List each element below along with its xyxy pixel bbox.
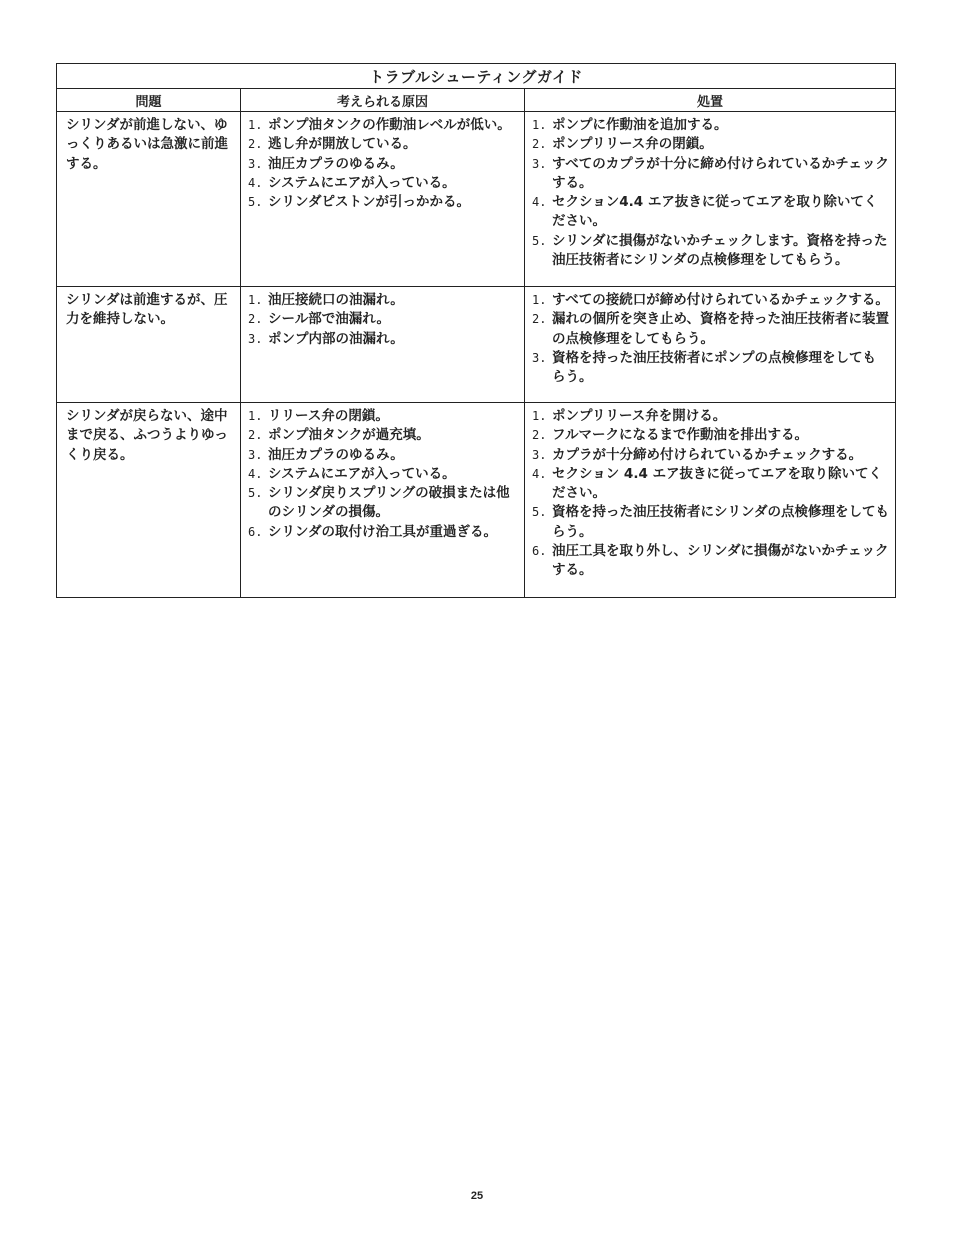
item-text: シール部で油漏れ。 <box>268 311 391 328</box>
item-number: 1. <box>248 293 263 307</box>
item-text: カプラが十分締め付けられているかチェックする。 <box>552 446 863 463</box>
item-number: 1. <box>248 409 263 423</box>
actions-list <box>530 407 889 581</box>
table-row <box>57 403 896 598</box>
list-item <box>246 426 518 445</box>
list-item <box>530 116 889 135</box>
item-number: 1. <box>532 118 547 132</box>
list-item <box>246 446 518 465</box>
item-text: シリンダピストンが引っかかる。 <box>268 194 470 211</box>
list-item <box>246 407 518 426</box>
list-item <box>246 310 518 329</box>
item-number: 6. <box>532 544 547 559</box>
item-number: 6. <box>248 524 263 539</box>
item-text: 油圧接続口の油漏れ。 <box>268 292 404 308</box>
item-number: 3. <box>248 156 263 171</box>
item-number: 2. <box>532 312 547 327</box>
list-item <box>246 193 518 212</box>
list-item <box>530 291 889 310</box>
page-number: 25 <box>470 1190 484 1202</box>
problem-cell: シリンダは前進するが、圧力を維持しない。 <box>57 287 241 403</box>
item-number: 5. <box>532 233 547 248</box>
causes-cell <box>241 112 525 287</box>
item-text: シリンダに損傷がないかチェックします。資格を持った油圧技術者にシリンダの点検修理をしてもらう。 <box>552 232 888 269</box>
item-number: 4. <box>532 195 547 210</box>
column-header-actions: 処置 <box>525 89 896 112</box>
list-item <box>246 116 518 135</box>
table-row <box>57 287 896 403</box>
item-text: 油圧工具を取り外し、シリンダに損傷がないかチェックする。 <box>552 543 889 579</box>
item-number: 4. <box>532 466 547 481</box>
column-header-causes: 考えられる原因 <box>241 89 525 112</box>
actions-cell <box>525 112 896 287</box>
item-text: 漏れの個所を突き止め、資格を持った油圧技術者に装置の点検修理をしてもらう。 <box>552 311 889 347</box>
item-text: 逃し弁が開放している。 <box>268 136 417 153</box>
list-item <box>246 291 518 310</box>
item-number: 2. <box>532 428 547 443</box>
list-item <box>246 523 518 542</box>
item-text: 油圧カプラのゆるみ。 <box>268 446 404 463</box>
item-text: フルマークになるまで作動油を排出する。 <box>552 427 808 444</box>
list-item <box>530 349 889 388</box>
list-item <box>246 135 518 154</box>
item-text: リリース弁の閉鎖。 <box>268 408 389 424</box>
list-item <box>246 330 518 349</box>
item-number: 3. <box>248 447 263 462</box>
item-text: 資格を持った油圧技術者にシリンダの点検修理をしてもらう。 <box>552 504 889 540</box>
item-number: 1. <box>248 118 263 132</box>
list-item <box>530 193 889 232</box>
item-number: 4. <box>248 466 263 481</box>
item-text: システムにエアが入っている。 <box>268 174 456 191</box>
item-text: ポンプリリース弁を開ける。 <box>552 408 727 424</box>
list-item <box>530 232 889 271</box>
item-number: 2. <box>248 312 263 327</box>
list-item <box>530 465 889 504</box>
table-title: トラブルシューティングガイド <box>57 64 896 89</box>
item-number: 1. <box>532 293 547 307</box>
item-number: 5. <box>532 505 547 520</box>
problem-cell: シリンダが戻らない、途中まで戻る、ふつうよりゆっくり戻る。 <box>57 403 241 598</box>
table-row <box>57 112 896 287</box>
item-text: ポンプ油タンクが過充填。 <box>268 427 430 444</box>
item-text: ポンプリリース弁の閉鎖。 <box>552 136 713 153</box>
causes-cell <box>241 403 525 598</box>
list-item <box>530 446 889 465</box>
list-item <box>530 310 889 349</box>
causes-list <box>246 291 518 349</box>
item-number: 5. <box>248 486 263 501</box>
troubleshooting-table <box>56 63 896 598</box>
item-number: 2. <box>248 137 263 152</box>
problem-cell: シリンダが前進しない、ゆっくりあるいは急激に前進する。 <box>57 112 241 287</box>
item-text: ポンプ内部の油漏れ。 <box>268 330 404 347</box>
item-number: 3. <box>248 331 263 346</box>
item-number: 3. <box>532 350 547 365</box>
item-text: すべての接続口が締め付けられているかチェックする。 <box>552 292 889 308</box>
list-item <box>530 426 889 445</box>
list-item <box>246 465 518 484</box>
item-text: すべてのカプラが十分に締め付けられているかチェックする。 <box>552 155 889 191</box>
column-header-problem: 問題 <box>57 89 241 112</box>
item-text: ポンプに作動油を追加する。 <box>552 117 728 133</box>
list-item <box>530 407 889 426</box>
list-item <box>530 503 889 542</box>
causes-list <box>246 407 518 542</box>
item-number: 3. <box>532 447 547 462</box>
item-text: 油圧カプラのゆるみ。 <box>268 155 404 172</box>
item-text: シリンダ戻りスプリングの破損または他のシリンダの損傷。 <box>268 485 510 521</box>
actions-cell <box>525 403 896 598</box>
item-number: 4. <box>248 175 263 190</box>
actions-cell <box>525 287 896 403</box>
list-item <box>246 484 518 523</box>
list-item <box>530 135 889 154</box>
list-item <box>246 174 518 193</box>
item-number: 2. <box>248 428 263 443</box>
item-text: セクション4.4 エア抜きに従ってエアを取り除いてください。 <box>552 194 878 230</box>
item-text: シリンダの取付け治工具が重過ぎる。 <box>268 523 497 540</box>
item-number: 5. <box>248 195 263 210</box>
item-text: ポンプ油タンクの作動油レベルが低い。 <box>268 117 511 133</box>
item-number: 1. <box>532 409 547 423</box>
causes-cell <box>241 287 525 403</box>
causes-list <box>246 116 518 212</box>
list-item <box>530 542 889 581</box>
item-text: 資格を持った油圧技術者にポンプの点検修理をしてもらう。 <box>552 349 876 386</box>
item-text: システムにエアが入っている。 <box>268 465 456 482</box>
actions-list <box>530 116 889 270</box>
item-number: 2. <box>532 137 547 152</box>
item-text: セクション 4.4 エア抜きに従ってエアを取り除いてください。 <box>552 465 883 502</box>
list-item <box>530 155 889 194</box>
item-number: 3. <box>532 156 547 171</box>
list-item <box>246 155 518 174</box>
actions-list <box>530 291 889 387</box>
